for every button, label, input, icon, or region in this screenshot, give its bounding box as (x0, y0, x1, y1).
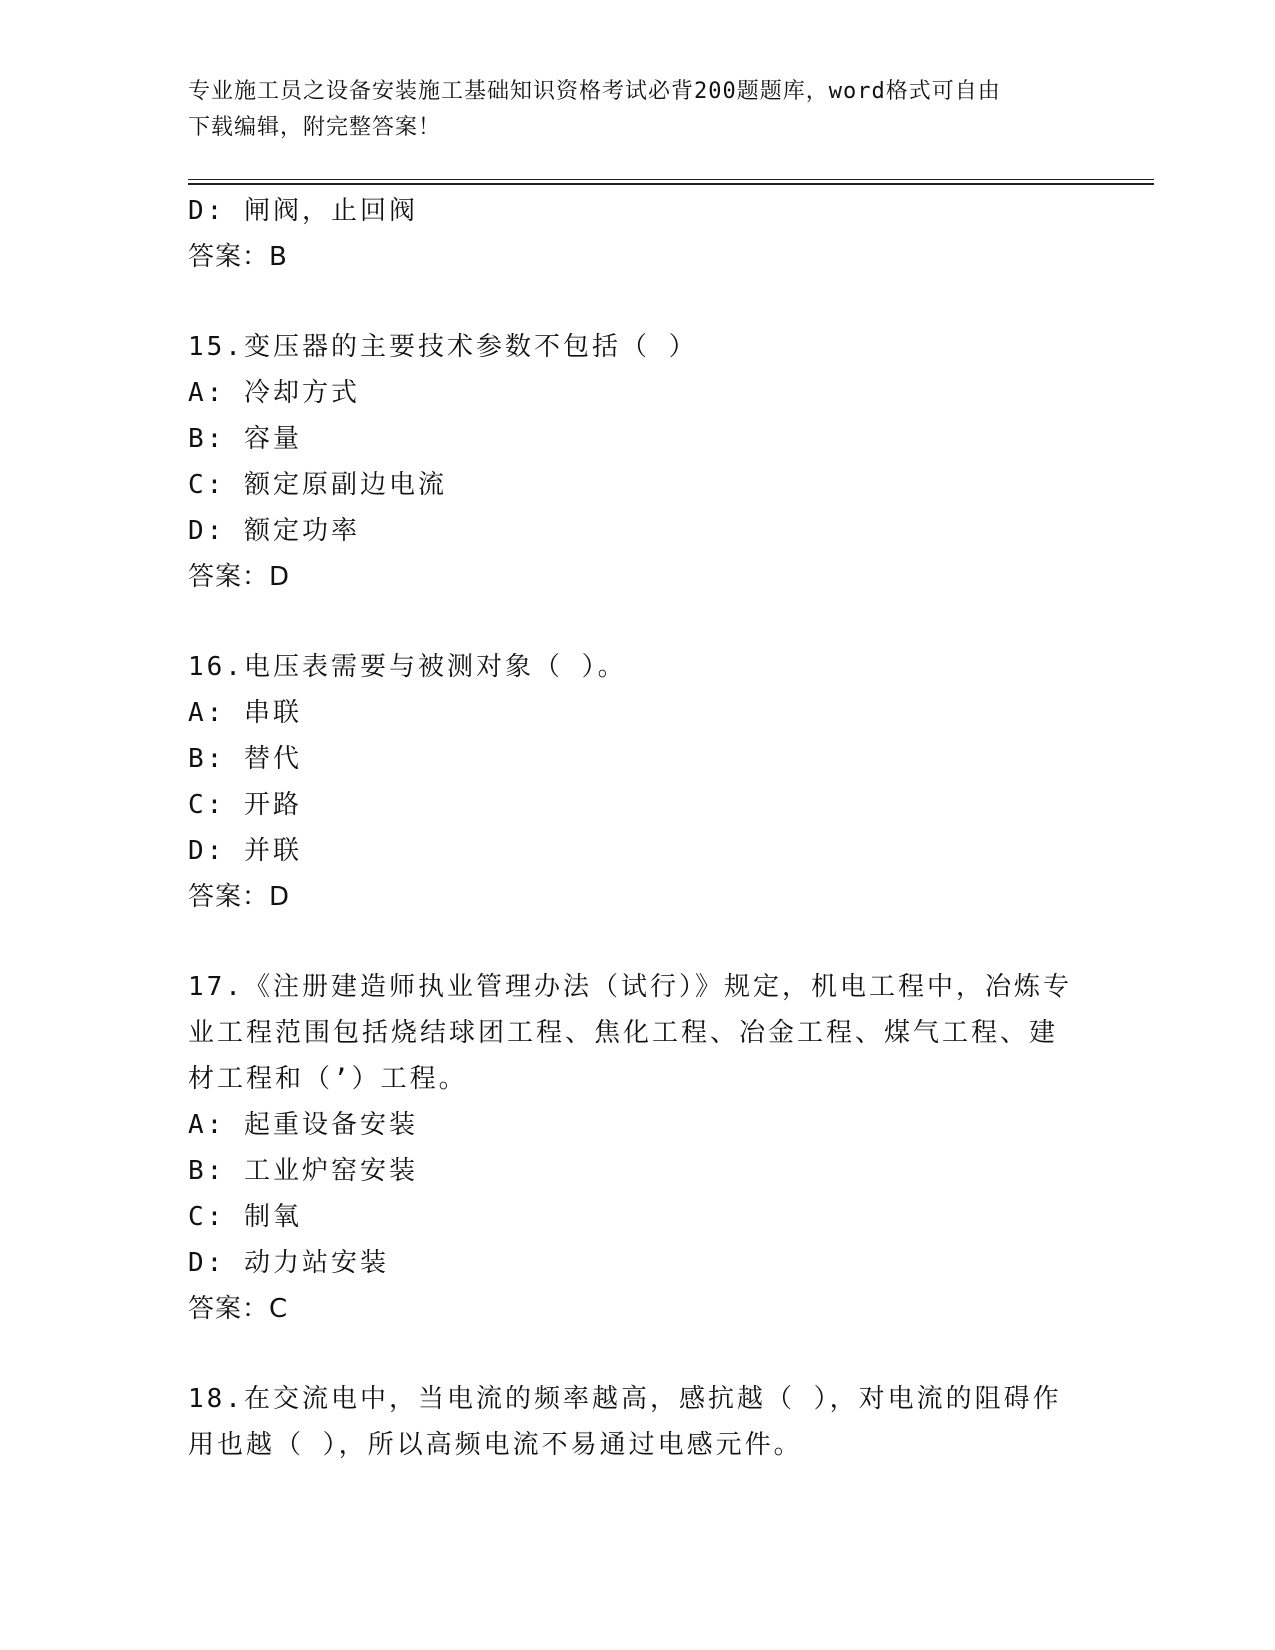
spacer (188, 1332, 1088, 1376)
answer-line: 答案：C (188, 1294, 289, 1324)
question-stem-line-3: 材工程和（’）工程。 (188, 1064, 468, 1094)
option-b: B: 替代 (188, 744, 302, 774)
question-14 (188, 188, 1088, 280)
question-stem-line-2: 业工程范围包括烧结球团工程、焦化工程、冶金工程、煤气工程、建 (188, 1018, 1059, 1048)
question-16 (188, 644, 1088, 920)
option-d: D: 并联 (188, 836, 302, 866)
header-divider-thick (188, 183, 1154, 185)
option-b: B: 工业炉窑安装 (188, 1156, 418, 1186)
document-header (188, 74, 1088, 146)
option-a: A: 串联 (188, 698, 302, 728)
header-title-line-1: 专业施工员之设备安装施工基础知识资格考试必背200题题库，word格式可自由 (188, 79, 1001, 104)
question-stem: 15.变压器的主要技术参数不包括（ ） (188, 332, 698, 362)
option-a: A: 冷却方式 (188, 378, 360, 408)
header-divider-thin (188, 179, 1154, 180)
answer-line: 答案：D (188, 562, 291, 592)
question-18 (188, 1376, 1088, 1468)
question-15 (188, 324, 1088, 600)
answer-line: 答案：B (188, 242, 288, 272)
answer-line: 答案：D (188, 882, 291, 912)
option-d: D: 额定功率 (188, 516, 360, 546)
option-c: C: 开路 (188, 790, 302, 820)
question-stem: 16.电压表需要与被测对象（ ）。 (188, 652, 627, 682)
question-17 (188, 964, 1088, 1332)
question-stem-line-1: 17.《注册建造师执业管理办法（试行）》规定，机电工程中，冶炼专 (188, 972, 1072, 1002)
option-c: C: 额定原副边电流 (188, 470, 447, 500)
spacer (188, 920, 1088, 964)
option-a: A: 起重设备安装 (188, 1110, 418, 1140)
option-c: C: 制氧 (188, 1202, 302, 1232)
question-stem-line-2: 用也越（ ），所以高频电流不易通过电感元件。 (188, 1430, 803, 1460)
question-stem-line-1: 18.在交流电中，当电流的频率越高，感抗越（ ），对电流的阻碍作 (188, 1384, 1062, 1414)
question-list (188, 188, 1088, 1468)
option-d: D: 动力站安装 (188, 1248, 389, 1278)
option-d: D: 闸阀，止回阀 (188, 196, 418, 226)
spacer (188, 600, 1088, 644)
header-title-line-2: 下载编辑，附完整答案！ (188, 115, 442, 140)
spacer (188, 280, 1088, 324)
option-b: B: 容量 (188, 424, 302, 454)
